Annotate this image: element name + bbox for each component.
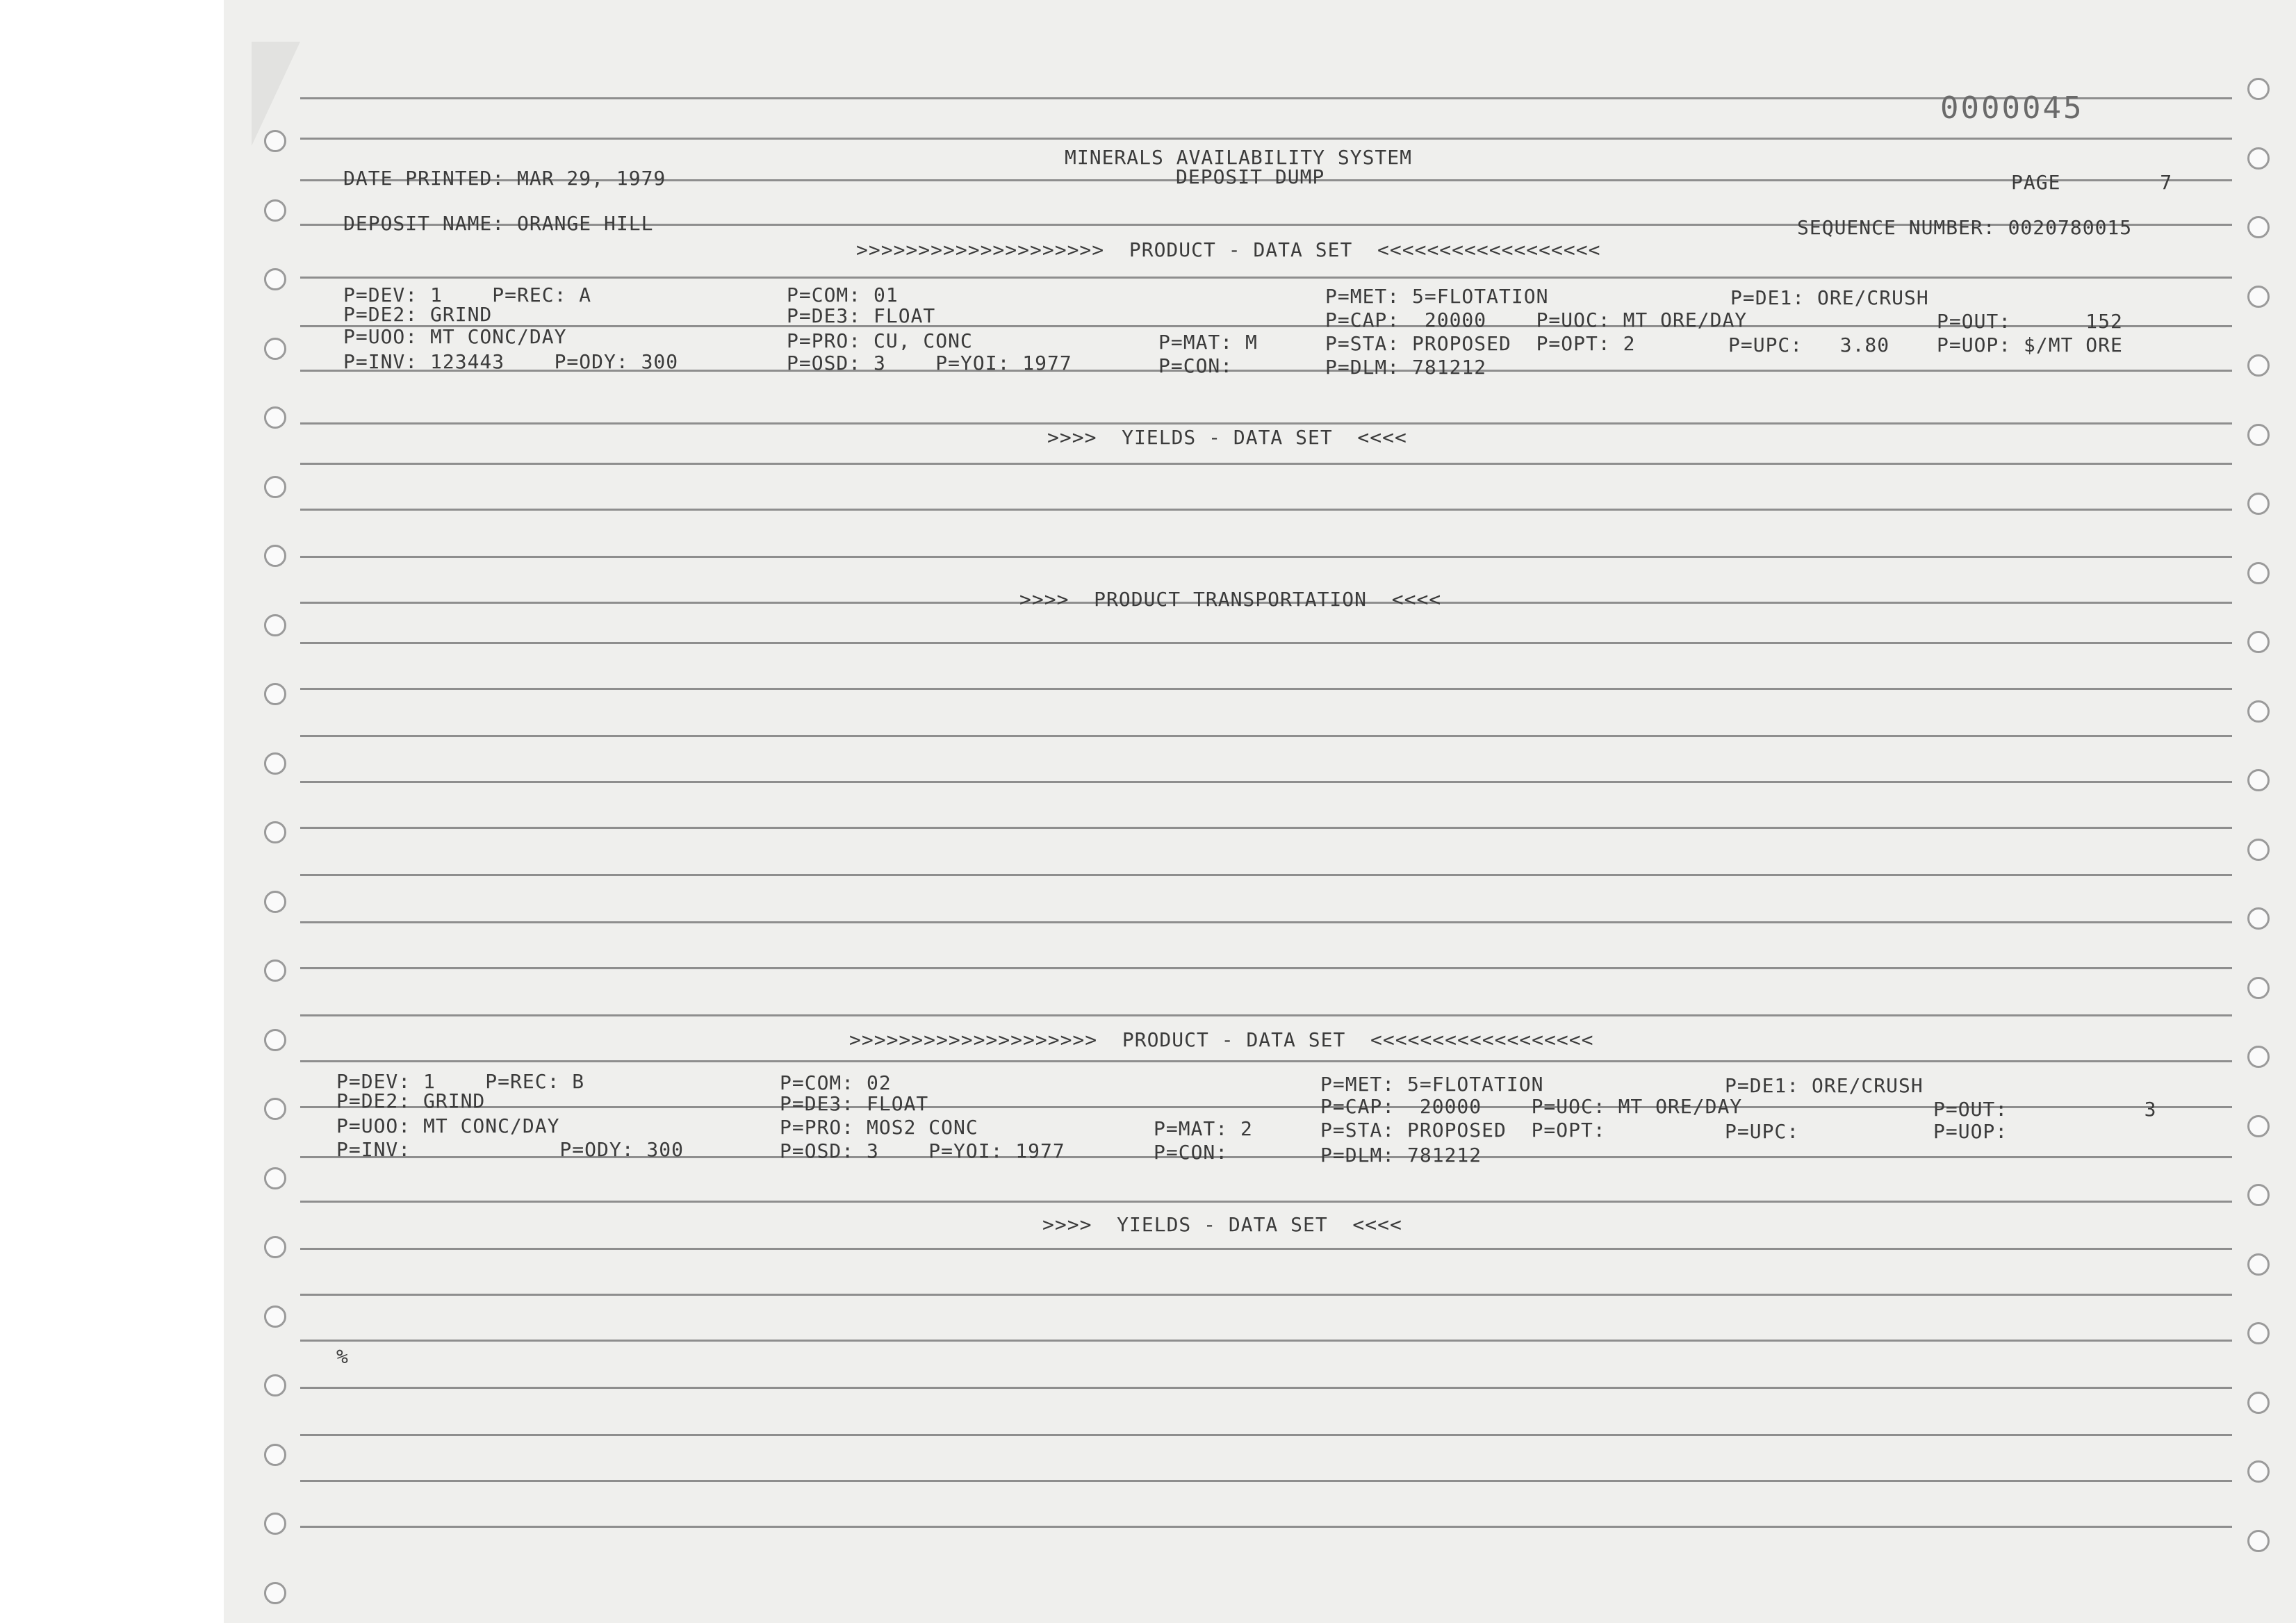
feed-hole [2247,769,2270,791]
ruled-line [300,1014,2232,1016]
ruled-line [300,642,2232,644]
ruled-line [300,1480,2232,1482]
feed-hole [264,1305,286,1328]
page-number-stamp: 0000045 [1940,90,2084,126]
feed-hole [2247,493,2270,515]
field-line: P=UOP: [1933,1120,2008,1143]
field-line: P=DE3: FLOAT [787,304,936,327]
field-line: P=CAP: 20000 P=UOC: MT ORE/DAY [1320,1095,1743,1118]
feed-hole [264,1444,286,1466]
feed-hole [2247,562,2270,584]
field-line: P=DEV: 1 P=REC: B [336,1070,585,1093]
field-line: P=OSD: 3 P=YOI: 1977 [780,1139,1065,1162]
feed-hole [264,821,286,843]
field-line: P=MAT: M [1158,331,1258,354]
feed-hole [264,406,286,429]
deposit-name: DEPOSIT NAME: ORANGE HILL [343,212,654,235]
field-line: P=MET: 5=FLOTATION [1325,285,1549,308]
report-title: MINERALS AVAILABILITY SYSTEM [1065,146,1413,169]
feed-hole [2247,1392,2270,1414]
ruled-line [300,277,2232,279]
ruled-line [300,422,2232,425]
field-line: P=DE2: GRIND [336,1089,486,1112]
ruled-line [300,967,2232,969]
field-line: P=UPC: 3.80 [1728,333,1890,356]
field-line: P=DLM: 781212 [1325,356,1487,379]
end-mark: % [336,1345,349,1368]
ruled-line [300,1434,2232,1436]
feed-hole [2247,907,2270,930]
ruled-line [300,688,2232,690]
field-line: P=MET: 5=FLOTATION [1320,1073,1544,1096]
feed-hole [264,752,286,775]
ruled-line [300,463,2232,465]
field-line: P=OSD: 3 P=YOI: 1977 [787,352,1072,374]
feed-hole [264,959,286,982]
feed-hole [2247,1184,2270,1206]
field-line: P=STA: PROPOSED P=OPT: [1320,1119,1606,1142]
ruled-line [300,827,2232,829]
date-printed: DATE PRINTED: MAR 29, 1979 [343,167,666,190]
field-line: P=COM: 02 [780,1071,892,1094]
feed-hole [2247,354,2270,377]
ruled-line [300,735,2232,737]
feed-hole [264,1236,286,1258]
feed-hole [2247,1253,2270,1276]
field-line: P=UOO: MT CONC/DAY [343,325,567,348]
ruled-line [300,1340,2232,1342]
field-line: P=UOO: MT CONC/DAY [336,1114,560,1137]
field-line: P=DE1: ORE/CRUSH [1730,286,1929,309]
page-label: PAGE 7 [2011,171,2173,194]
feed-hole [2247,700,2270,723]
feed-hole [2247,216,2270,238]
field-line: P=CAP: 20000 P=UOC: MT ORE/DAY [1325,308,1748,331]
ruled-line [300,874,2232,876]
feed-hole [264,130,286,152]
feed-hole [264,545,286,567]
feed-hole [2247,424,2270,446]
field-line: P=PRO: CU, CONC [787,329,973,352]
feed-hole [2247,286,2270,308]
feed-hole [2247,631,2270,653]
ruled-line [300,138,2232,140]
feed-hole [2247,1530,2270,1552]
field-line: P=DEV: 1 P=REC: A [343,283,592,306]
feed-hole [2247,147,2270,170]
field-line: P=CON: [1154,1141,1229,1164]
feed-hole [2247,977,2270,999]
field-line: P=CON: [1158,354,1233,377]
yields-banner: >>>> YIELDS - DATA SET <<<< [1047,426,1407,449]
ruled-line [300,1526,2232,1528]
report-subtitle: DEPOSIT DUMP [1176,165,1325,188]
feed-hole [2247,1460,2270,1483]
feed-hole [2247,1115,2270,1137]
feed-hole [264,614,286,636]
feed-hole [2247,1046,2270,1068]
field-line: P=UOP: $/MT ORE [1937,333,2123,356]
feed-hole [264,891,286,913]
field-line: P=UPC: [1725,1120,1800,1143]
ruled-line [300,1201,2232,1203]
yields-banner: >>>> YIELDS - DATA SET <<<< [1042,1213,1402,1236]
feed-hole [264,683,286,705]
feed-hole [2247,78,2270,100]
feed-hole [264,1582,286,1604]
feed-hole [2247,839,2270,861]
ruled-line [300,921,2232,923]
field-line: P=INV: 123443 P=ODY: 300 [343,350,679,373]
field-line: P=DE3: FLOAT [780,1092,929,1115]
feed-hole [264,476,286,498]
feed-hole [264,1098,286,1120]
ruled-line [300,1294,2232,1296]
ruled-line [300,1248,2232,1250]
feed-hole [264,338,286,360]
feed-hole [264,1029,286,1051]
product-banner: >>>>>>>>>>>>>>>>>>>> PRODUCT - DATA SET <<<<<<<<<<<<<<<<<< [849,1028,1594,1051]
ruled-line [300,1387,2232,1389]
field-line: P=COM: 01 [787,283,899,306]
ruled-line [300,509,2232,511]
feed-hole [264,1167,286,1189]
field-line: P=DE2: GRIND [343,303,493,326]
transport-banner: >>>> PRODUCT TRANSPORTATION <<<< [1019,588,1442,611]
ruled-line [300,1060,2232,1062]
product-banner: >>>>>>>>>>>>>>>>>>>> PRODUCT - DATA SET <<<<<<<<<<<<<<<<<< [856,238,1601,261]
feed-hole [264,199,286,222]
field-line: P=STA: PROPOSED P=OPT: 2 [1325,332,1636,355]
field-line: P=PRO: MOS2 CONC [780,1116,978,1139]
ruled-line [300,556,2232,558]
field-line: P=OUT: 3 [1933,1098,2157,1121]
field-line: P=DE1: ORE/CRUSH [1725,1074,1924,1097]
feed-hole [264,268,286,290]
feed-hole [264,1374,286,1397]
ruled-line [300,781,2232,783]
field-line: P=DLM: 781212 [1320,1144,1482,1167]
feed-hole [264,1513,286,1535]
feed-hole [2247,1322,2270,1344]
sequence-number: SEQUENCE NUMBER: 0020780015 [1797,216,2133,239]
field-line: P=OUT: 152 [1937,310,2123,333]
field-line: P=MAT: 2 [1154,1117,1253,1140]
field-line: P=INV: P=ODY: 300 [336,1138,684,1161]
printout-page [224,0,2296,1623]
